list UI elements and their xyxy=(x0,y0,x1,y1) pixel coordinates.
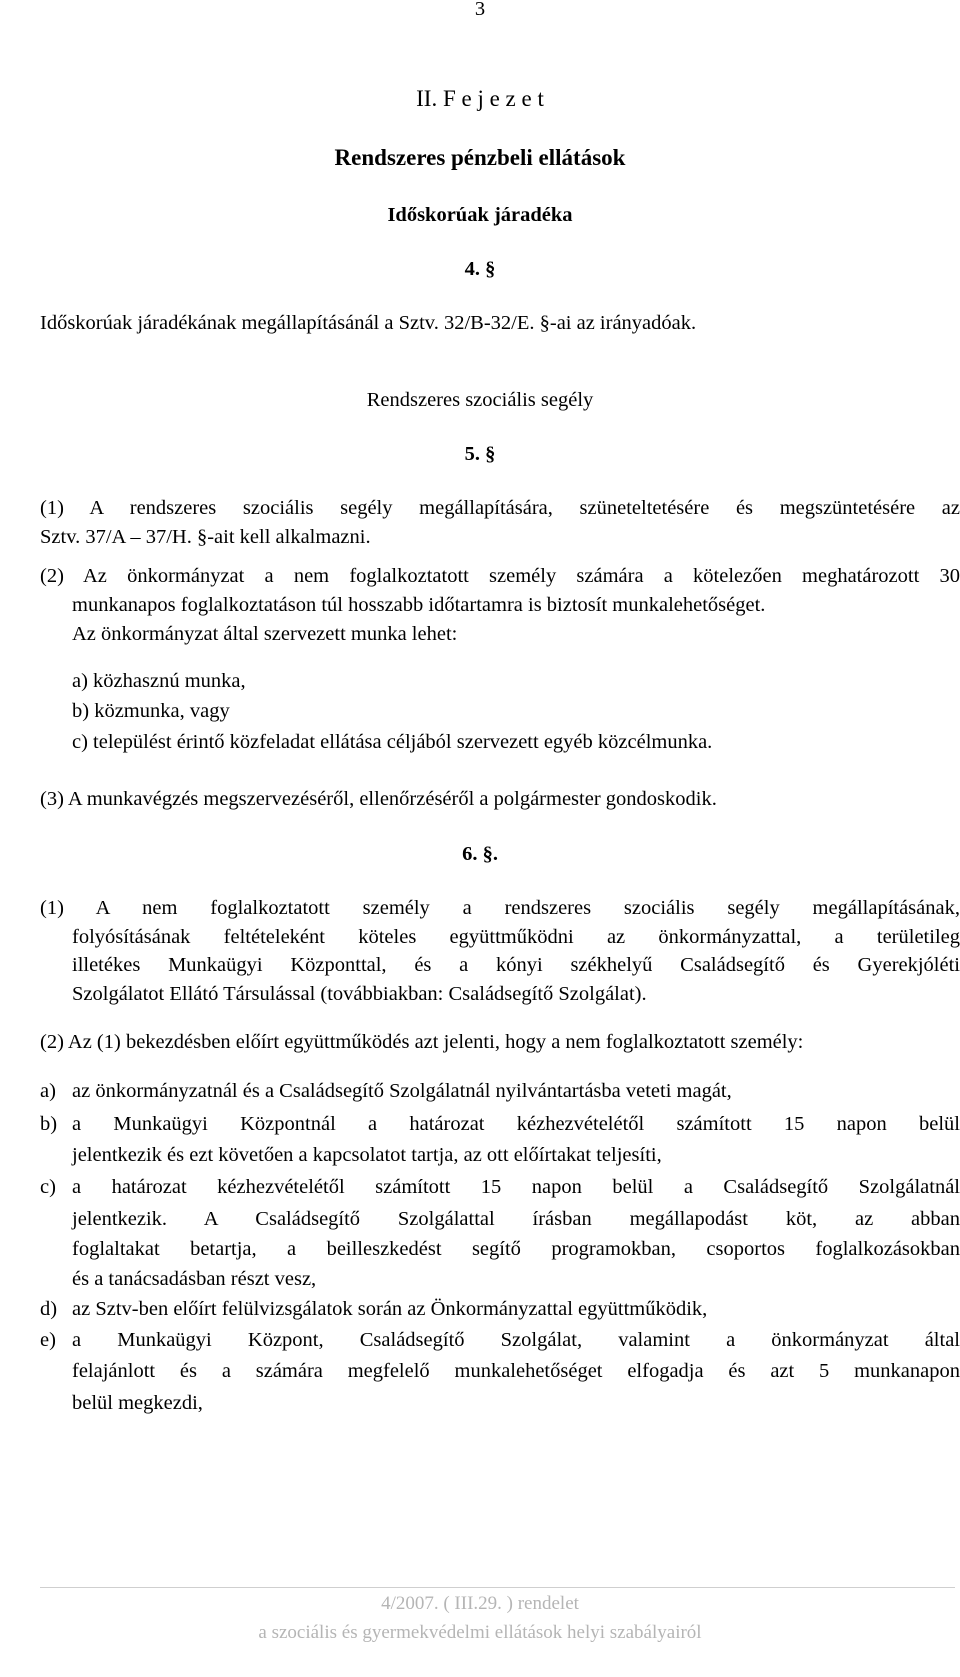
subsection-title-social-aid: Rendszeres szociális segély xyxy=(366,389,594,411)
paragraph-6-number: 6. §. xyxy=(462,843,498,865)
paragraph-4-number: 4. § xyxy=(464,258,496,280)
section-title: Rendszeres pénzbeli ellátások xyxy=(334,145,626,170)
p5-1-line2: Sztv. 37/A – 37/H. §-ait kell alkalmazni. xyxy=(40,526,371,548)
p6-item-e-line2: felajánlott és a számára megfelelő munkalehetőséget elfogadja és azt 5 munkanapon xyxy=(72,1360,960,1382)
paragraph-4-text: Időskorúak járadékának megállapításánál a Sztv. 32/B-32/E. §-ai az irányadóak. xyxy=(40,312,697,334)
p6-item-c-line3: foglaltakat betartja, a beilleszkedést segítő programokban, csoportos foglalkozásokban xyxy=(72,1238,960,1260)
p5-2-line1: (2) Az önkormányzat a nem foglalkoztatott személy számára a kötelezően meghatározott 30 xyxy=(40,565,960,587)
p6-item-a-line1: az önkormányzatnál és a Családsegítő Szolgálatnál nyilvántartásba veteti magát, xyxy=(72,1080,732,1102)
p6-item-a-marker: a) xyxy=(40,1080,56,1102)
p6-item-c-line4: és a tanácsadásban részt vesz, xyxy=(72,1268,317,1290)
p6-item-d-line1: az Sztv-ben előírt felülvizsgálatok során az Önkormányzattal együttműködik, xyxy=(72,1298,708,1320)
p6-item-b-marker: b) xyxy=(40,1113,58,1135)
subsection-title-elderly: Időskorúak járadéka xyxy=(387,204,573,226)
p6-2: (2) Az (1) bekezdésben előírt együttműködés azt jelenti, hogy a nem foglalkoztatott személy: xyxy=(40,1031,804,1053)
p6-item-c-line1: a határozat kézhezvételétől számított 15 napon belül a Családsegítő Szolgálatnál xyxy=(72,1176,960,1198)
p5-2-line3: Az önkormányzat által szervezett munka lehet: xyxy=(72,623,458,645)
p6-item-c-marker: c) xyxy=(40,1176,56,1198)
p6-item-b-line1: a Munkaügyi Központnál a határozat kézhezvételétől számított 15 napon belül xyxy=(72,1113,960,1135)
p6-item-b-line2: jelentkezik és ezt követően a kapcsolatot tartja, az ott előírtakat teljesíti, xyxy=(72,1144,662,1166)
p5-list-c: c) települést érintő közfeladat ellátása céljából szervezett egyéb közcélmunka. xyxy=(72,731,713,753)
footer-rule xyxy=(40,1587,955,1588)
p6-item-e-line1: a Munkaügyi Központ, Családsegítő Szolgálat, valamint a önkormányzat által xyxy=(72,1329,960,1351)
p6-item-d-marker: d) xyxy=(40,1298,58,1320)
p5-1-line1: (1) A rendszeres szociális segély megállapítására, szüneteltetésére és megszüntetésére az xyxy=(40,497,960,519)
p5-3: (3) A munkavégzés megszervezéséről, ellenőrzéséről a polgármester gondoskodik. xyxy=(40,788,717,810)
p6-1-line1: (1) A nem foglalkoztatott személy a rendszeres szociális segély megállapításának, xyxy=(40,897,960,919)
footer-line2: a szociális és gyermekvédelmi ellátások helyi szabályairól xyxy=(258,1622,702,1643)
p6-item-c-line2: jelentkezik. A Családsegítő Szolgálattal írásban megállapodást köt, az abban xyxy=(72,1208,960,1230)
p6-item-e-line3: belül megkezdi, xyxy=(72,1392,203,1414)
p6-1-line3: illetékes Munkaügyi Központtal, és a kónyi székhelyű Családsegítő és Gyerekjóléti xyxy=(72,954,960,976)
chapter-title: II. F e j e z e t xyxy=(416,86,544,111)
paragraph-5-number: 5. § xyxy=(464,443,496,465)
p5-list-a: a) közhasznú munka, xyxy=(72,670,246,692)
p6-1-line2: folyósításának feltételeként köteles együttműködni az önkormányzattal, a területileg xyxy=(72,926,960,948)
p6-item-e-marker: e) xyxy=(40,1329,56,1351)
page-number: 3 xyxy=(474,0,486,20)
footer-line1: 4/2007. ( III.29. ) rendelet xyxy=(381,1593,579,1614)
p6-1-line4: Szolgálatot Ellátó Társulással (továbbiakban: Családsegítő Szolgálat). xyxy=(72,983,647,1005)
p5-list-b: b) közmunka, vagy xyxy=(72,700,230,722)
p5-2-line2: munkanapos foglalkoztatáson túl hosszabb időtartamra is biztosít munkalehetőséget. xyxy=(72,594,766,616)
